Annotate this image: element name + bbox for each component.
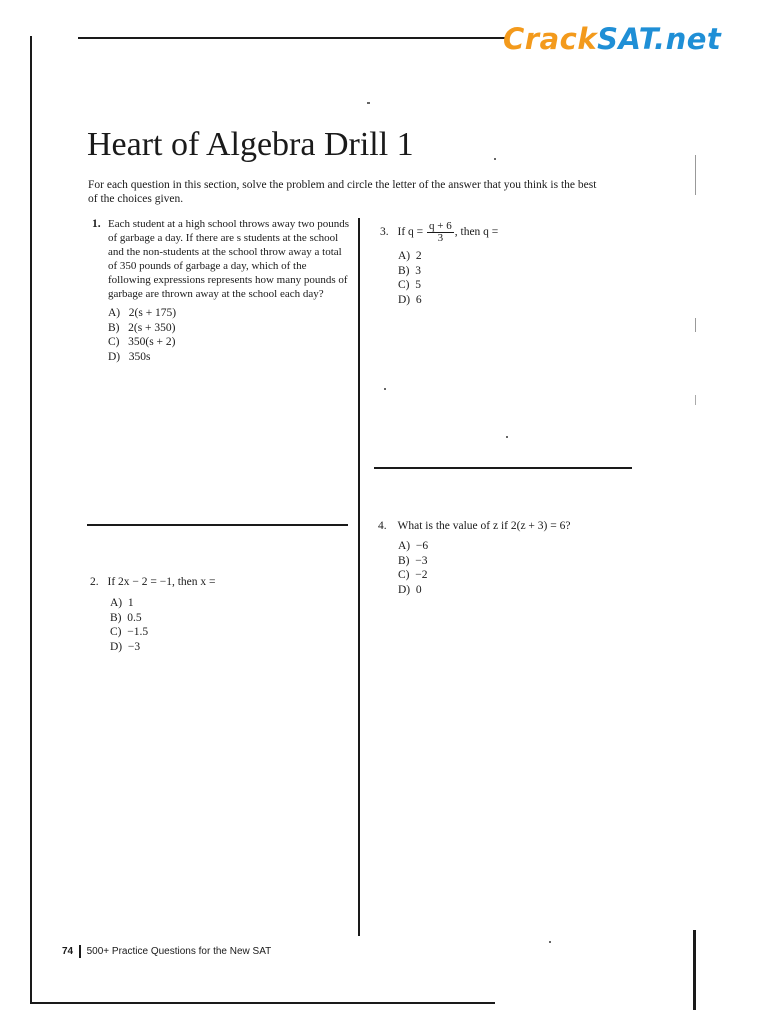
logo-part-crack: Crack [503, 22, 598, 56]
question-3-fraction-numerator: q + 6 [429, 220, 452, 232]
page-title: Heart of Algebra Drill 1 [87, 126, 414, 163]
question-1 [88, 217, 350, 301]
footer-separator [79, 945, 81, 958]
question-4-choice-d[interactable]: D) 0 [398, 583, 422, 596]
question-1-choices [108, 306, 176, 364]
question-1-text: Each student at a high school throws away two pounds of garbage a day. If there are s students at the school and the non-students at the school throw away a total of 350 pounds of garbage a day, which of the following expressions represents how many pounds of garbage are thrown away at the school each day? [108, 218, 350, 300]
scan-speck [384, 388, 386, 390]
question-2-choice-b[interactable]: B) 0.5 [110, 611, 142, 624]
question-3-choice-b[interactable]: B) 3 [398, 264, 421, 277]
question-3-prefix: If q = [397, 226, 424, 239]
question-3-number: 3. [380, 226, 389, 239]
bottom-rule [30, 1002, 495, 1004]
question-4-text: What is the value of z if 2(z + 3) = 6? [397, 520, 571, 532]
page-number: 74 [62, 946, 74, 958]
question-2-choice-d[interactable]: D) −3 [110, 640, 141, 653]
cracksat-watermark-logo [503, 22, 721, 56]
right-edge-rule [693, 930, 696, 1010]
right-edge-mark-2 [695, 318, 696, 332]
page-footer [62, 945, 271, 958]
question-1-choice-d[interactable]: D) 350s [108, 350, 151, 363]
right-edge-mark-1 [695, 155, 696, 195]
question-3-fraction [427, 221, 454, 244]
left-column-separator [87, 524, 348, 526]
question-1-number: 1. [92, 218, 101, 230]
question-3-choice-d[interactable]: D) 6 [398, 293, 422, 306]
question-2-choices [110, 596, 148, 654]
right-edge-mark-3 [695, 395, 696, 405]
scan-speck [506, 436, 508, 438]
question-2 [90, 575, 330, 589]
logo-part-sat: SAT.net [597, 22, 722, 56]
question-2-text: If 2x − 2 = −1, then x = [107, 576, 216, 588]
question-2-choice-c[interactable]: C) −1.5 [110, 626, 149, 638]
scan-speck [549, 941, 551, 943]
instructions-text: For each question in this section, solve the problem and circle the letter of the answer that you think is the best of the choices given. [88, 179, 597, 205]
question-3-choices [398, 249, 422, 307]
question-4-number: 4. [378, 520, 387, 532]
book-title: 500+ Practice Questions for the New SAT [86, 946, 272, 958]
question-3 [380, 221, 620, 244]
question-1-choice-c[interactable]: C) 350(s + 2) [108, 336, 176, 348]
question-1-choice-a[interactable]: A) 2(s + 175) [108, 307, 177, 319]
column-divider [358, 218, 360, 936]
scan-speck [494, 158, 496, 160]
question-4-choice-b[interactable]: B) −3 [398, 554, 428, 567]
question-3-choice-c[interactable]: C) 5 [398, 279, 421, 291]
question-3-fraction-denominator: 3 [437, 232, 444, 244]
question-4-choice-a[interactable]: A) −6 [398, 540, 429, 552]
question-3-choice-a[interactable]: A) 2 [398, 250, 422, 262]
top-rule [78, 37, 506, 39]
question-2-number: 2. [90, 576, 99, 588]
scan-speck [367, 102, 370, 104]
question-3-suffix: , then q = [454, 226, 499, 239]
question-4 [378, 519, 638, 533]
question-2-choice-a[interactable]: A) 1 [110, 597, 134, 609]
question-4-choice-c[interactable]: C) −2 [398, 569, 428, 581]
question-1-choice-b[interactable]: B) 2(s + 350) [108, 321, 176, 334]
question-4-choices [398, 539, 428, 597]
left-margin-rule [30, 36, 32, 1004]
right-column-separator [374, 467, 632, 469]
